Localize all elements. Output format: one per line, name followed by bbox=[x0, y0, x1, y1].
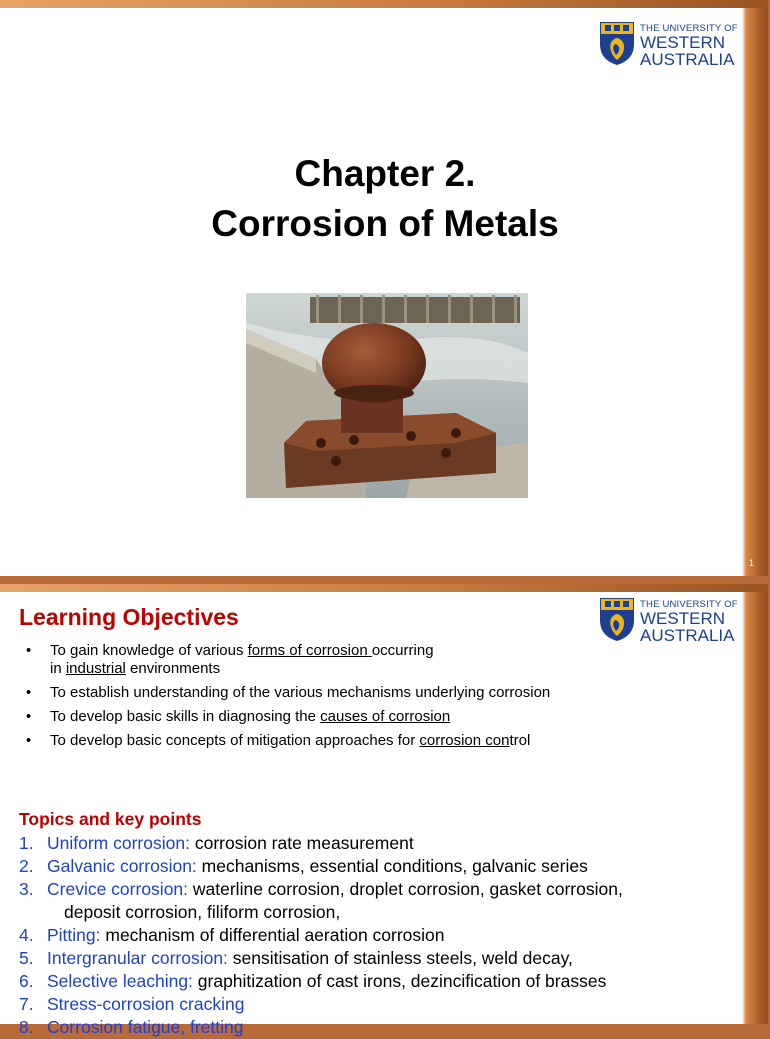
learning-objectives-heading: Learning Objectives bbox=[19, 604, 239, 630]
logo-western: WESTERN bbox=[640, 33, 725, 52]
list-item: 6. Selective leaching: graphitization of cast irons, dezincification of brasses bbox=[19, 971, 607, 991]
logo-university-of: THE UNIVERSITY OF bbox=[640, 23, 738, 34]
rusty-bollard-photo bbox=[246, 293, 528, 498]
list-item: 3. Crevice corrosion: waterline corrosion, droplet corrosion, gasket corrosion, deposit corrosion, filiform corrosion, bbox=[19, 879, 623, 922]
list-item: • To develop basic concepts of mitigation approaches for corrosion control bbox=[26, 732, 531, 749]
logo-western: WESTERN bbox=[640, 609, 725, 628]
bullet-icon: • bbox=[26, 732, 32, 749]
uwa-crest-icon bbox=[598, 596, 636, 642]
logo-australia: AUSTRALIA bbox=[640, 626, 735, 645]
topics-list bbox=[19, 832, 623, 1039]
list-item: 4. Pitting: mechanism of differential aeration corrosion bbox=[19, 925, 445, 945]
list-item: 7. Stress-corrosion cracking bbox=[19, 994, 245, 1014]
chapter-subtitle: Corrosion of Metals bbox=[211, 203, 559, 244]
list-item: • To gain knowledge of various forms of corrosion occurring in industrial environments bbox=[26, 642, 434, 677]
list-item: • To establish understanding of the various mechanisms underlying corrosion bbox=[26, 684, 551, 701]
uwa-logo bbox=[598, 596, 738, 648]
list-item: 5. Intergranular corrosion: sensitisation of stainless steels, weld decay, bbox=[19, 948, 573, 968]
list-item: 1. Uniform corrosion: corrosion rate measurement bbox=[19, 833, 414, 853]
bullet-icon: • bbox=[26, 642, 32, 659]
list-item: 2. Galvanic corrosion: mechanisms, essential conditions, galvanic series bbox=[19, 856, 588, 876]
list-item: 8. Corrosion fatigue, fretting bbox=[19, 1017, 244, 1037]
bullet-icon: • bbox=[26, 708, 32, 725]
chapter-title: Chapter 2. bbox=[294, 153, 476, 194]
logo-australia: AUSTRALIA bbox=[640, 50, 735, 69]
objectives-slide bbox=[0, 584, 768, 1037]
page-number: 1 bbox=[749, 558, 755, 568]
uwa-logo bbox=[598, 20, 738, 72]
logo-university-of: THE UNIVERSITY OF bbox=[640, 599, 738, 610]
list-item: • To develop basic skills in diagnosing the causes of corrosion bbox=[26, 708, 451, 725]
topics-heading: Topics and key points bbox=[19, 809, 202, 829]
bullet-icon: • bbox=[26, 684, 32, 701]
objectives-list bbox=[26, 642, 550, 756]
uwa-crest-icon bbox=[598, 20, 636, 66]
